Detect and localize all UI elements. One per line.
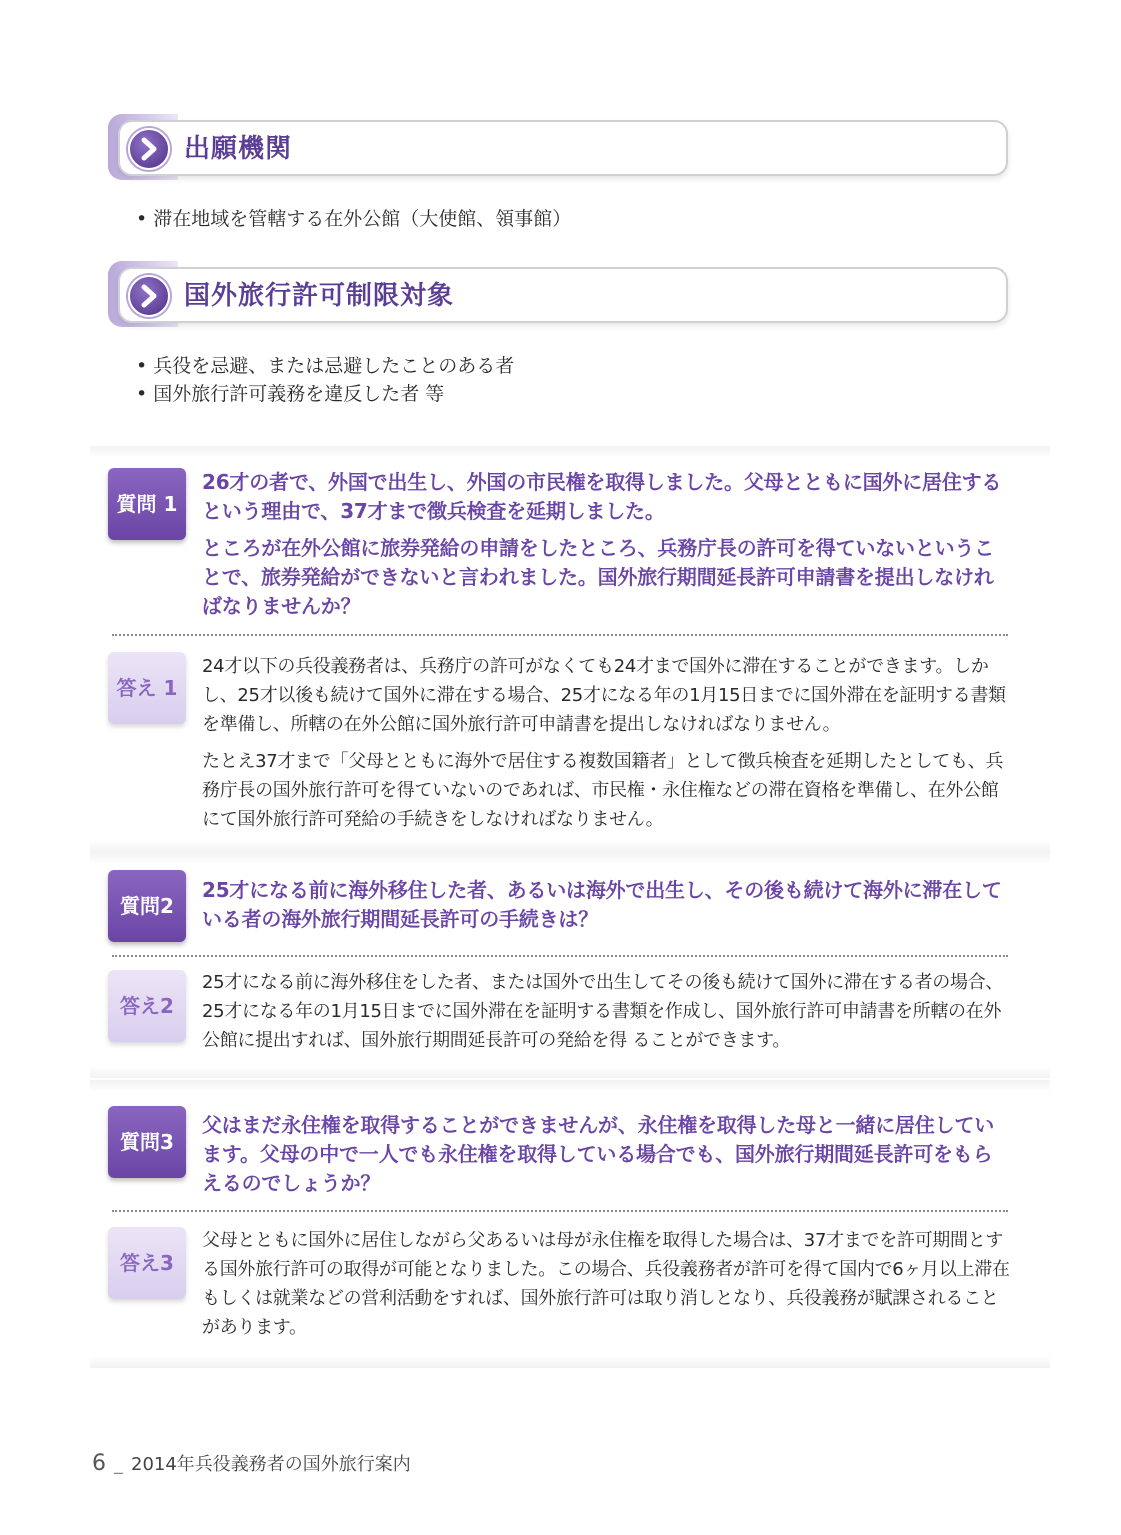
question-paragraph: ところが在外公館に旅券発給の申請をしたところ、兵務庁長の許可を得ていないということで、旅券発給ができないと言われました。国外旅行期間延長許可申請書を提出しなければなりませんか？	[202, 536, 994, 618]
answer-badge: 答え 1	[108, 652, 186, 724]
question-paragraph: 父はまだ永住権を取得することができませんが、永住権を取得した母と一緒に居住しています。父母の中で一人でも永住権を取得している場合でも、国外旅行期間延長許可をもらえるのでしょうか？	[202, 1113, 994, 1195]
answer-text	[202, 1226, 1010, 1342]
question-badge: 質問3	[108, 1106, 186, 1178]
section-header-restriction-targets	[108, 261, 1008, 327]
answer-text	[202, 652, 1010, 834]
qa-block-shadow	[90, 446, 1050, 458]
page-number: 6	[92, 1451, 106, 1476]
dotted-divider	[112, 955, 1008, 957]
qa-block-shadow	[90, 1080, 1050, 1092]
section-title: 国外旅行許可制限対象	[184, 281, 455, 311]
section-header-application-office	[108, 114, 1008, 180]
answer-badge: 答え3	[108, 1227, 186, 1299]
qa-block-shadow	[90, 852, 1050, 864]
footer-title: 2014年兵役義務者の国外旅行案内	[131, 1454, 411, 1475]
question-badge: 質問2	[108, 870, 186, 942]
dotted-divider	[112, 1210, 1008, 1212]
dotted-divider	[112, 634, 1008, 636]
question-paragraph: 26才の者で、外国で出生し、外国の市民権を取得しました。父母とともに国外に居住するという理由で、37才まで徴兵検査を延期しました。	[202, 470, 1002, 523]
bullet-item: • 滞在地域を管轄する在外公館（大使館、領事館）	[136, 208, 572, 230]
chevron-right-icon	[128, 275, 170, 317]
question-text	[202, 876, 1010, 934]
answer-paragraph: たとえ37才まで「父母とともに海外で居住する複数国籍者」として徴兵検査を延期したとしても、兵務庁長の国外旅行許可を得ていないのであれば、市民権・永住権などの滞在資格を準備し、在外公館にて国外旅行許可発給の手続きをしなければなりません。	[202, 751, 1004, 830]
qa-block-shadow	[90, 1066, 1050, 1078]
bullet-item: • 兵役を忌避、または忌避したことのある者	[136, 355, 515, 377]
chevron-right-icon	[128, 128, 170, 170]
footer-separator: _	[114, 1454, 123, 1475]
answer-badge: 答え2	[108, 970, 186, 1042]
answer-text	[202, 968, 1010, 1055]
question-paragraph: 25才になる前に海外移住した者、あるいは海外で出生し、その後も続けて海外に滞在している者の海外旅行期間延長許可の手続きは？	[202, 878, 1002, 931]
bullet-list	[136, 352, 514, 408]
answer-paragraph: 25才になる前に海外移住をした者、または国外で出生してその後も続けて国外に滞在する者の場合、25才になる年の1月15日までに国外滞在を証明する書類を作成し、国外旅行許可申請書を所轄の在外公館に提出すれば、国外旅行期間延長許可の発給を得 ることができます。	[202, 972, 1004, 1051]
qa-block-shadow	[90, 1356, 1050, 1368]
section-title: 出願機関	[184, 134, 293, 164]
bullet-item: • 国外旅行許可義務を違反した者 等	[136, 383, 445, 405]
bullet-list	[136, 205, 571, 233]
page-footer	[92, 1450, 411, 1476]
question-text	[202, 468, 1010, 621]
answer-paragraph: 父母とともに国外に居住しながら父あるいは母が永住権を取得した場合は、37才までを許可期間とする国外旅行許可の取得が可能となりました。この場合、兵役義務者が許可を得て国内で6ヶ月以上滞在もしくは就業などの営利活動をすれば、国外旅行許可は取り消しとなり、兵役義務が賦課されることがあります。	[202, 1230, 1010, 1338]
answer-paragraph: 24才以下の兵役義務者は、兵務庁の許可がなくても24才まで国外に滞在することができます。しかし、25才以後も続けて国外に滞在する場合、25才になる年の1月15日までに国外滞在を証明する書類を準備し、所轄の在外公館に国外旅行許可申請書を提出しなければなりません。	[202, 656, 1006, 735]
question-badge: 質問 1	[108, 468, 186, 540]
qa-block-shadow	[90, 840, 1050, 852]
question-text	[202, 1111, 1010, 1198]
